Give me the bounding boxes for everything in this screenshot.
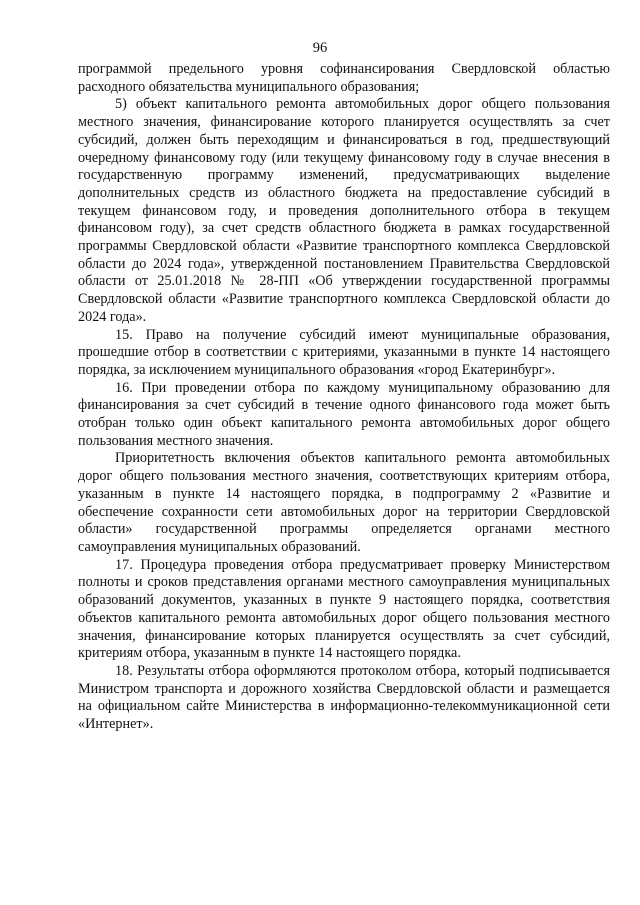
- paragraph-clause-16: 16. При проведении отбора по каждому муниципальному образованию для финансирования за счет субсидий в течение одного финансового года может быть отобран только один объект капитального ремонта автомобильных дорог общего пользования местного значения.: [78, 379, 610, 449]
- paragraph-item-5: 5) объект капитального ремонта автомобильных дорог общего пользования местного значения, финансирование которого планируется осуществлять за счет субсидий, должен быть переходящим и финансироваться в год, предшествующий очередному финансовому году (или текущему финансовому году в случае внесения в государственную программу изменений, предусматривающих выделение дополнительных средств из областного бюджета на предоставление субсидий в текущем финансовом году, и проведения дополнительного отбора в текущем финансовом году), за счет средств областного бюджета в рамках государственной программы Свердловской области «Развитие транспортного комплекса Свердловской области до 2024 года», утвержденной постановлением Правительства Свердловской области от 25.01.2018 № 28-ПП «Об утверждении государственной программы Свердловской области «Развитие транспортного комплекса Свердловской области до 2024 года».: [78, 96, 610, 325]
- paragraph-clause-15: 15. Право на получение субсидий имеют муниципальные образования, прошедшие отбор в соответствии с критериями, указанными в пункте 14 настоящего порядка, за исключением муниципального образования «город Екатеринбург».: [78, 326, 610, 378]
- paragraph-clause-17: 17. Процедура проведения отбора предусматривает проверку Министерством полноты и сроков представления органами местного самоуправления муниципальных образований документов, указанных в пункте 9 настоящего порядка, соответствия объектов капитального ремонта автомобильных дорог общего пользования местного значения, финансирование которых планируется осуществлять за счет субсидий, критериям отбора, указанным в пункте 14 настоящего порядка.: [78, 556, 610, 662]
- page-number: 96: [312, 40, 328, 56]
- document-body: [78, 61, 610, 734]
- paragraph-priority: Приоритетность включения объектов капитального ремонта автомобильных дорог общего пользования местного значения, соответствующих критериям отбора, указанным в пункте 14 настоящего порядка, в подпрограмму 2 «Развитие и обеспечение сохранности сети автомобильных дорог на территории Свердловской области» государственной программы определяется органами местного самоуправления муниципальных образований.: [78, 450, 610, 555]
- paragraph-clause-18: 18. Результаты отбора оформляются протоколом отбора, который подписывается Министром транспорта и дорожного хозяйства Свердловской области и размещается на официальном сайте Министерства в информационно-телекоммуникационной сети «Интернет».: [78, 662, 610, 733]
- paragraph-continuation: программой предельного уровня софинансирования Свердловской областью расходного обязательства муниципального образования;: [78, 61, 610, 95]
